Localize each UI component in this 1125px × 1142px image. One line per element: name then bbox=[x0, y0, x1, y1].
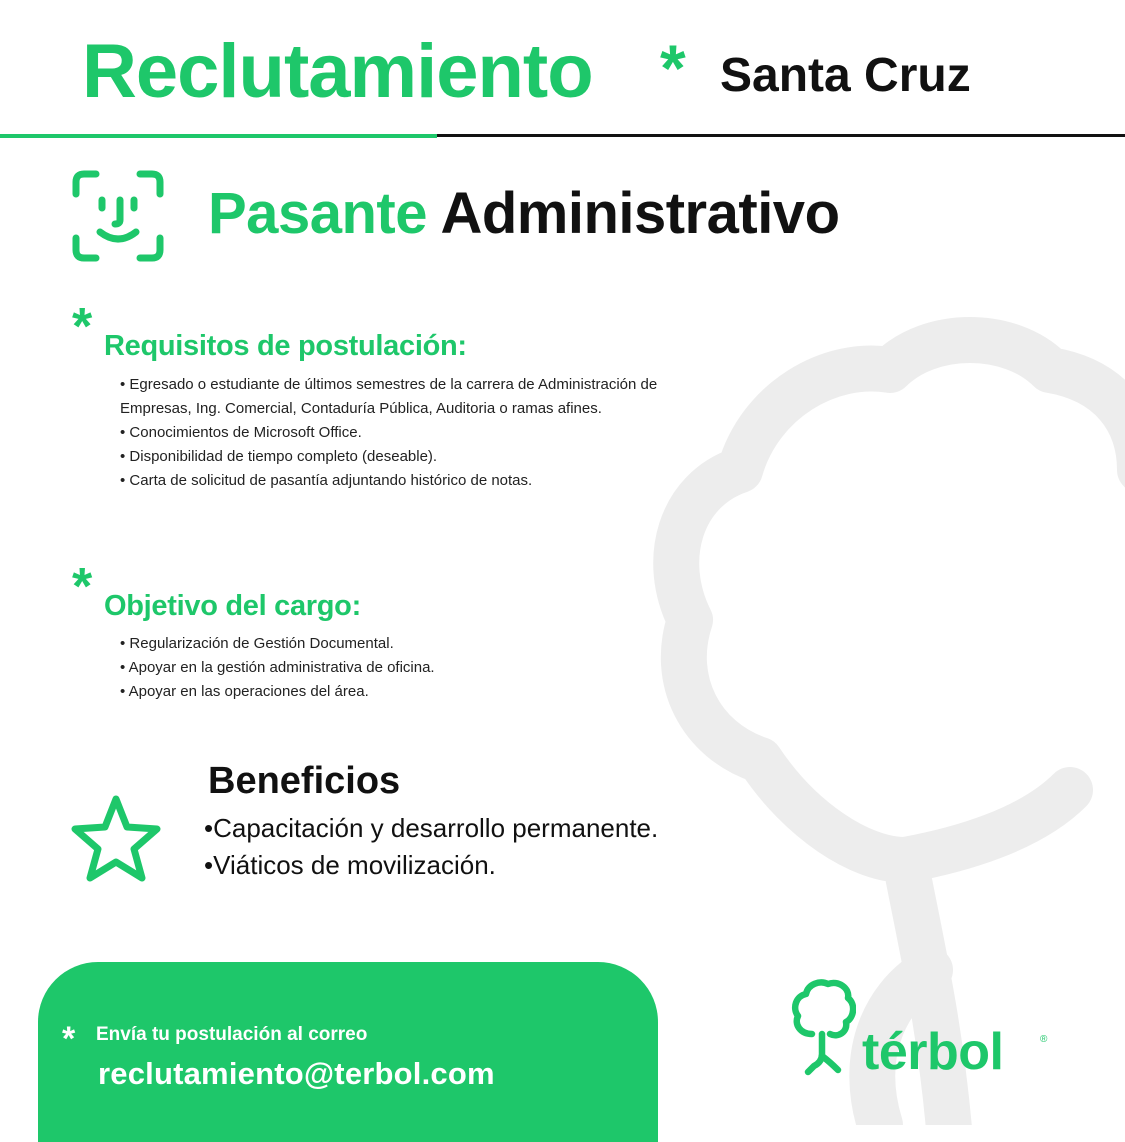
cta-box bbox=[38, 962, 658, 1142]
cta-email-link[interactable]: reclutamiento@terbol.com bbox=[98, 1056, 495, 1091]
header-divider-green bbox=[0, 134, 437, 138]
list-item: • Apoyar en la gestión administrativa de oficina. bbox=[120, 656, 435, 680]
job-title-green: Pasante bbox=[208, 181, 427, 246]
list-item: • Regularización de Gestión Documental. bbox=[120, 632, 435, 656]
star-icon bbox=[68, 793, 164, 885]
face-id-icon bbox=[70, 168, 166, 264]
list-item: • Capacitación y desarrollo permanente. bbox=[204, 810, 658, 847]
list-item: • Viáticos de movilización. bbox=[204, 847, 658, 884]
list-item: • Disponibilidad de tiempo completo (deseable). bbox=[120, 445, 657, 469]
job-title-black: Administrativo bbox=[440, 181, 840, 246]
terbol-tree-icon bbox=[790, 978, 856, 1076]
requirements-list bbox=[120, 373, 657, 493]
objective-heading: Objetivo del cargo: bbox=[104, 590, 361, 622]
header-divider-black bbox=[437, 134, 1125, 137]
benefits-heading: Beneficios bbox=[208, 760, 401, 802]
list-item: Empresas, Ing. Comercial, Contaduría Pública, Auditoria o ramas afines. bbox=[120, 400, 602, 417]
list-item: • Carta de solicitud de pasantía adjuntando histórico de notas. bbox=[120, 469, 657, 493]
benefits-list bbox=[204, 810, 658, 884]
list-item: • Conocimientos de Microsoft Office. bbox=[120, 421, 657, 445]
cta-asterisk: * bbox=[62, 1020, 76, 1058]
header-asterisk: * bbox=[660, 31, 686, 105]
list-item: • Egresado o estudiante de últimos semestres de la carrera de Administración de bbox=[120, 373, 657, 397]
objective-list bbox=[120, 632, 435, 704]
registered-mark: ® bbox=[1040, 1034, 1048, 1045]
list-item: • Apoyar en las operaciones del área. bbox=[120, 680, 435, 704]
cta-text: Envía tu postulación al correo bbox=[96, 1024, 368, 1045]
header-city: Santa Cruz bbox=[720, 49, 971, 102]
requirements-heading: Requisitos de postulación: bbox=[104, 330, 467, 362]
terbol-logo-text: térbol bbox=[862, 1023, 1004, 1081]
objective-asterisk: * bbox=[72, 558, 93, 616]
job-title bbox=[208, 178, 840, 250]
header-title: Reclutamiento bbox=[82, 29, 593, 114]
requirements-asterisk: * bbox=[72, 298, 93, 356]
